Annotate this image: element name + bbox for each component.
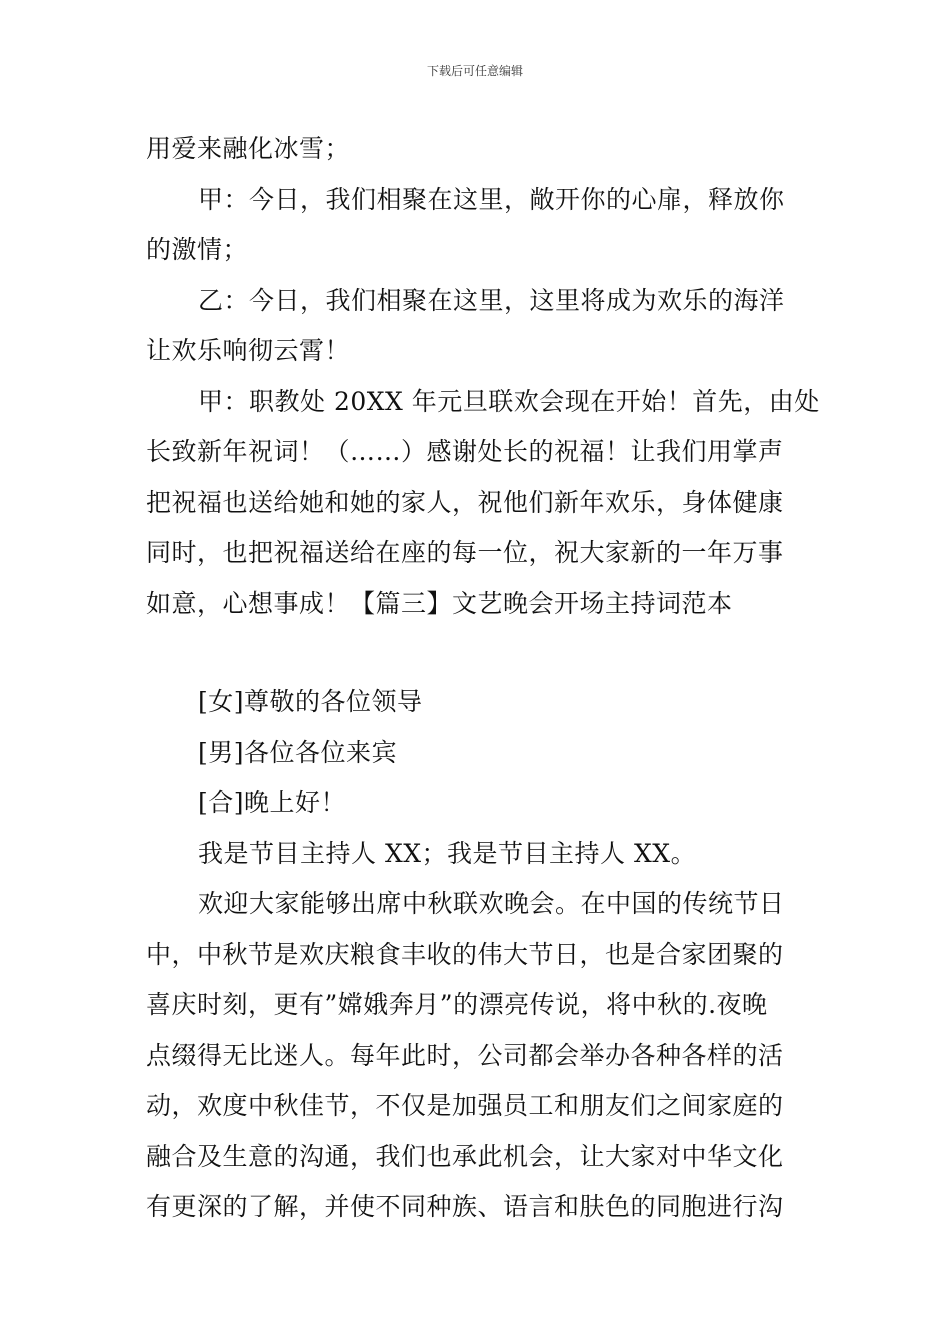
text-line: 如意，心想事成！【篇三】文艺晚会开场主持词范本 — [146, 588, 733, 618]
document-body — [146, 124, 820, 1233]
text-line: 有更深的了解，并使不同种族、语言和肤色的同胞进行沟 — [146, 1192, 784, 1221]
text-line: 我是节目主持人 XX；我是节目主持人 XX。 — [198, 838, 697, 868]
text-line: [男]各位各位来宾 — [198, 737, 398, 767]
text-line: 长致新年祝词！（……）感谢处长的祝福！让我们用掌声 — [146, 437, 784, 466]
text-line: 欢迎大家能够出席中秋联欢晚会。在中国的传统节日 — [198, 889, 785, 918]
header-note: 下载后可任意编辑 — [426, 64, 523, 78]
text-line: 点缀得无比迷人。每年此时，公司都会举办各种各样的活 — [146, 1040, 784, 1070]
text-line: 动，欢度中秋佳节，不仅是加强员工和朋友们之间家庭的 — [146, 1091, 784, 1120]
text-line: 喜庆时刻，更有”嫦娥奔月”的漂亮传说，将中秋的.夜晚 — [146, 990, 768, 1019]
blank-line — [146, 629, 816, 677]
text-line: 用爱来融化冰雪； — [146, 134, 351, 163]
text-line: 中，中秋节是欢庆粮食丰收的伟大节日，也是合家团聚的 — [146, 939, 784, 969]
text-line: 融合及生意的沟通，我们也承此机会，让大家对中华文化 — [146, 1141, 784, 1171]
text-line: 同时，也把祝福送给在座的每一位，祝大家新的一年万事 — [146, 538, 784, 567]
text-line: [女]尊敬的各位领导 — [198, 687, 423, 716]
text-line: 把祝福也送给她和她的家人，祝他们新年欢乐，身体健康 — [146, 487, 784, 517]
text-line: 甲：职教处 20XX 年元旦联欢会现在开始！首先，由处 — [198, 386, 820, 416]
text-line: [合]晚上好！ — [198, 788, 347, 817]
text-line: 让欢乐响彻云霄！ — [146, 336, 351, 365]
text-line: 甲：今日，我们相聚在这里，敞开你的心扉，释放你 — [198, 184, 785, 214]
text-line: 的激情； — [146, 235, 249, 264]
text-line: 乙：今日，我们相聚在这里，这里将成为欢乐的海洋 — [198, 285, 785, 315]
